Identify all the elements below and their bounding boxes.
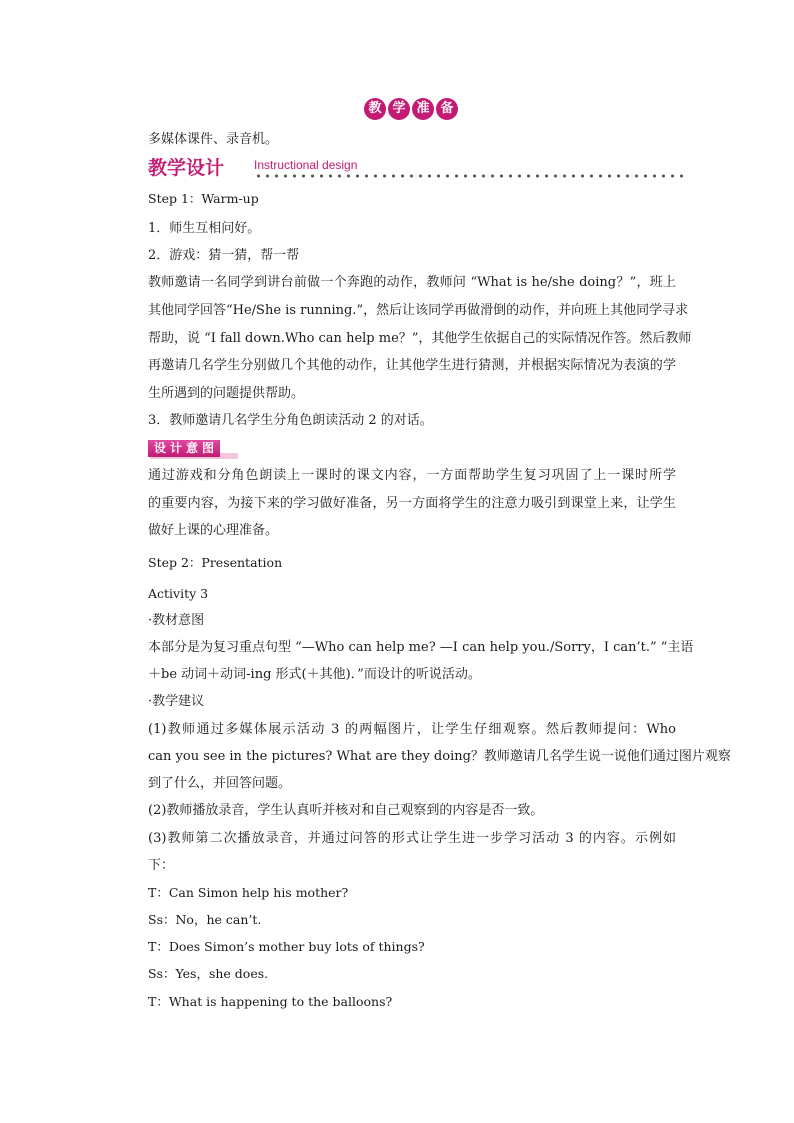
materials-text: 多媒体课件、录音机。 — [148, 132, 279, 147]
tag-char: 图 — [202, 441, 215, 455]
design-para-line: 做好上课的心理准备。 — [148, 523, 279, 538]
tag-char: 设 — [154, 441, 167, 455]
dialogue-line: Ss：No，he can’t. — [148, 912, 262, 927]
advice1-line: can you see in the pictures? What are they doing？教师邀请几名学生说一说他们通过图片观察 — [148, 749, 731, 764]
step1-heading: Step 1：Warm-up — [148, 191, 259, 206]
advice-label: ·教学建议 — [148, 694, 205, 709]
design-para-line: 通过游戏和分角色朗读上一课时的课文内容，一方面帮助学生复习巩固了上一课时所学 — [148, 468, 676, 483]
badge-char: 教 — [364, 98, 386, 120]
dotted-divider — [254, 174, 684, 178]
intent-line: ＋be 动词＋动词-ing 形式(＋其他)．”而设计的听说活动。 — [148, 667, 481, 682]
design-intent-tag — [148, 440, 220, 457]
badge-char: 准 — [412, 98, 434, 120]
intent-line: 本部分是为复习重点句型 “—Who can help me? —I can help you./Sorry，I can’t.” “主语 — [148, 640, 694, 655]
tag-char: 计 — [170, 441, 183, 455]
step2-heading: Step 2：Presentation — [148, 555, 283, 570]
section-title: 教学设计 — [148, 157, 225, 179]
section-subtitle: Instructional design — [254, 158, 358, 172]
badge-char: 学 — [388, 98, 410, 120]
step1-para-line: 帮助，说 “I fall down.Who can help me？”，其他学生依据自己的实际情况作答。然后教师 — [148, 331, 692, 346]
activity-label: Activity 3 — [148, 586, 209, 601]
step1-item2: 2．游戏：猜一猜，帮一帮 — [148, 248, 300, 263]
teaching-preparation-badge — [364, 98, 458, 120]
dialogue-line: T：What is happening to the balloons? — [148, 994, 393, 1009]
dialogue-line: T：Does Simon’s mother buy lots of things? — [148, 939, 425, 954]
design-para-line: 的重要内容，为接下来的学习做好准备，另一方面将学生的注意力吸引到课堂上来，让学生 — [148, 496, 676, 511]
dialogue-line: T：Can Simon help his mother? — [148, 885, 349, 900]
step1-para-line: 生所遇到的问题提供帮助。 — [148, 386, 305, 401]
step1-item1: 1．师生互相问好。 — [148, 221, 261, 236]
step1-para-line: 其他同学回答“He/She is running.”，然后让该同学再做滑倒的动作，并向班上其他同学寻求 — [148, 303, 689, 318]
advice1-line: 到了什么，并回答问题。 — [148, 776, 292, 791]
badge-char: 备 — [436, 98, 458, 120]
tag-char: 意 — [186, 441, 199, 455]
step1-para-line: 教师邀请一名同学到讲台前做一个奔跑的动作，教师问 “What is he/she doing？”，班上 — [148, 275, 676, 290]
step1-para-line: 再邀请几名学生分别做几个其他的动作，让其他学生进行猜测，并根据实际情况为表演的学 — [148, 358, 676, 373]
dialogue-line: Ss：Yes，she does. — [148, 966, 269, 981]
advice1-line: (1)教师通过多媒体展示活动 3 的两幅图片，让学生仔细观察。然后教师提问：Who — [148, 722, 676, 737]
advice2-text: (2)教师播放录音，学生认真听并核对和自己观察到的内容是否一致。 — [148, 803, 544, 818]
step1-item3: 3．教师邀请几名学生分角色朗读活动 2 的对话。 — [148, 413, 433, 428]
advice3-line: 下： — [148, 858, 175, 873]
intent-label: ·教材意图 — [148, 613, 205, 628]
advice3-line: (3)教师第二次播放录音，并通过问答的形式让学生进一步学习活动 3 的内容。示例如 — [148, 831, 676, 846]
